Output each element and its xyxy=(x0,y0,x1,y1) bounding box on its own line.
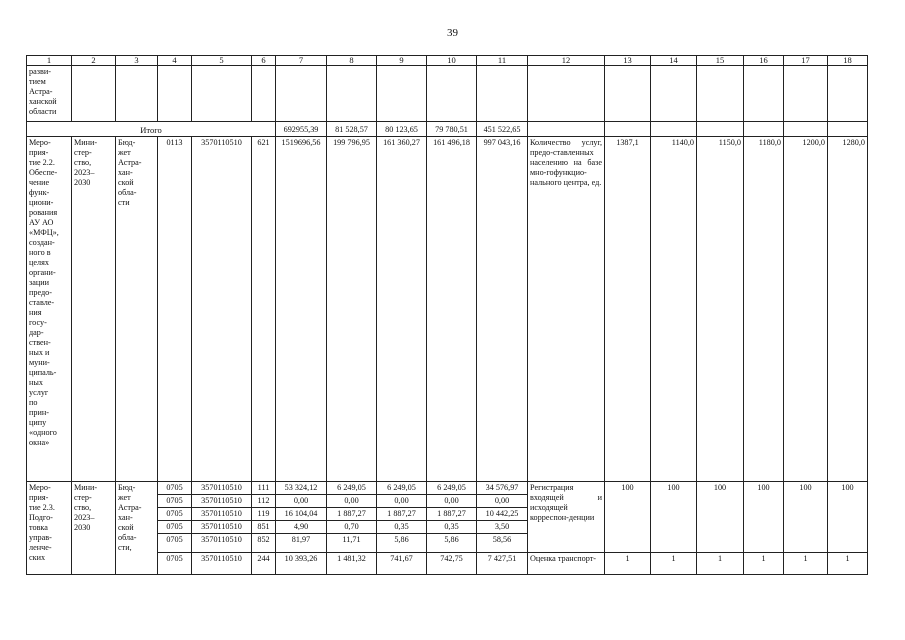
table-cell: 6 249,05 xyxy=(327,482,377,495)
table-cell: 112 xyxy=(252,495,276,508)
measure-2-3-source: Бюд- жет Астра- хан- ской обла- сти, xyxy=(116,482,158,575)
table-cell: 0,35 xyxy=(377,521,427,534)
table-cell: 0705 xyxy=(158,495,192,508)
table-cell: 3570110510 xyxy=(192,521,252,534)
table-cell: 100 xyxy=(784,482,828,553)
table-cell: 5,86 xyxy=(427,534,477,553)
table-cell: 34 576,97 xyxy=(477,482,528,495)
measure-2-2-source: Бюд- жет Астра- хан- ской обла- сти xyxy=(116,137,158,482)
total-v10: 79 780,51 xyxy=(427,122,477,137)
col-header: 15 xyxy=(697,56,744,66)
table-cell: 7 427,51 xyxy=(477,553,528,575)
total-label: Итого xyxy=(27,122,276,137)
col-header: 5 xyxy=(192,56,252,66)
table-cell: 852 xyxy=(252,534,276,553)
table-cell: 1 887,27 xyxy=(427,508,477,521)
measure-2-2-c17: 1200,0 xyxy=(784,137,828,482)
table-cell: 0,35 xyxy=(427,521,477,534)
col-header: 16 xyxy=(744,56,784,66)
table-cell: 0705 xyxy=(158,534,192,553)
table-cell: 16 104,04 xyxy=(276,508,327,521)
col-header: 11 xyxy=(477,56,528,66)
table-cell: 0,00 xyxy=(377,495,427,508)
table-cell: 1 xyxy=(697,553,744,575)
measure-2-2-c11: 997 043,16 xyxy=(477,137,528,482)
measure-2-2-c4: 0113 xyxy=(158,137,192,482)
table-cell: 0705 xyxy=(158,482,192,495)
col-header: 1 xyxy=(27,56,72,66)
table-cell: 10 442,25 xyxy=(477,508,528,521)
measure-2-2-executor: Мини- стер- ство, 2023– 2030 xyxy=(72,137,116,482)
table-cell: 11,71 xyxy=(327,534,377,553)
table-cell: 10 393,26 xyxy=(276,553,327,575)
table-cell: 100 xyxy=(605,482,651,553)
program-table xyxy=(26,55,868,575)
table-cell: 100 xyxy=(744,482,784,553)
measure-2-2-c13: 1387,1 xyxy=(605,137,651,482)
table-cell: 6 249,05 xyxy=(377,482,427,495)
col-header: 12 xyxy=(528,56,605,66)
table-cell: 3570110510 xyxy=(192,508,252,521)
measure-2-2-c7: 1519696,56 xyxy=(276,137,327,482)
column-number-row xyxy=(27,56,868,66)
table-cell: 3570110510 xyxy=(192,553,252,575)
total-v8: 81 528,57 xyxy=(327,122,377,137)
col-header: 10 xyxy=(427,56,477,66)
col-header: 3 xyxy=(116,56,158,66)
table-cell: 58,56 xyxy=(477,534,528,553)
measure-2-3-row xyxy=(27,482,868,495)
table-cell: 742,75 xyxy=(427,553,477,575)
table-cell: 4,90 xyxy=(276,521,327,534)
table-cell: 1 xyxy=(784,553,828,575)
measure-2-2-c10: 161 496,18 xyxy=(427,137,477,482)
table-cell: 3570110510 xyxy=(192,495,252,508)
table-cell: 5,86 xyxy=(377,534,427,553)
table-cell: 111 xyxy=(252,482,276,495)
col-header: 6 xyxy=(252,56,276,66)
col-header: 14 xyxy=(651,56,697,66)
table-cell: 0,00 xyxy=(276,495,327,508)
table-cell: 1 xyxy=(744,553,784,575)
measure-2-2-c5: 3570110510 xyxy=(192,137,252,482)
measure-2-2-indicator: Количество услуг, предо-ставленных населению на базе мно-гофункцио-нального центра, ед. xyxy=(528,137,605,482)
table-cell: 6 249,05 xyxy=(427,482,477,495)
table-cell: 119 xyxy=(252,508,276,521)
table-cell: 1 xyxy=(651,553,697,575)
table-cell: 3,50 xyxy=(477,521,528,534)
table-cell: 1 xyxy=(605,553,651,575)
measure-2-3-indicator-1: Регистрация входящей и исходящей корреспон-денции xyxy=(528,482,605,553)
table-cell: 100 xyxy=(651,482,697,553)
measure-2-3-title: Меро- прия- тие 2.3. Подго- товка управ- ленче- ских xyxy=(27,482,72,575)
table-cell: 1 887,27 xyxy=(327,508,377,521)
table-cell: 0,00 xyxy=(477,495,528,508)
total-v11: 451 522,65 xyxy=(477,122,528,137)
col-header: 9 xyxy=(377,56,427,66)
table-cell: 244 xyxy=(252,553,276,575)
cont-cell: разви- тием Астра- ханской области xyxy=(27,66,72,122)
measure-2-3-executor: Мини- стер- ство, 2023– 2030 xyxy=(72,482,116,575)
page-number: 39 xyxy=(447,27,458,39)
table-cell: 0,00 xyxy=(427,495,477,508)
measure-2-2-c14: 1140,0 xyxy=(651,137,697,482)
table-cell: 3570110510 xyxy=(192,482,252,495)
measure-2-2-c18: 1280,0 xyxy=(828,137,868,482)
measure-2-2-title: Меро- прия- тие 2.2. Обеспе- чение функ- циони- рования АУ АО «МФЦ», создан- ного в целях органи- зации предо- ставле- ния госу- дар- ствен- ных и муни- ципаль- ных услуг по прин- ципу «одного окна» xyxy=(27,137,72,482)
table-cell: 100 xyxy=(697,482,744,553)
table-cell: 1 xyxy=(828,553,868,575)
table-row xyxy=(27,66,868,122)
measure-2-2-row xyxy=(27,137,868,482)
col-header: 17 xyxy=(784,56,828,66)
table-cell: 1 887,27 xyxy=(377,508,427,521)
total-row xyxy=(27,122,868,137)
total-v7: 692955,39 xyxy=(276,122,327,137)
table-cell: 1 481,32 xyxy=(327,553,377,575)
table-cell: 0705 xyxy=(158,508,192,521)
table-cell: 0,00 xyxy=(327,495,377,508)
table-cell: 53 324,12 xyxy=(276,482,327,495)
col-header: 4 xyxy=(158,56,192,66)
measure-2-2-c6: 621 xyxy=(252,137,276,482)
table-cell: 851 xyxy=(252,521,276,534)
table-cell: 741,67 xyxy=(377,553,427,575)
measure-2-2-c15: 1150,0 xyxy=(697,137,744,482)
table-cell: 0705 xyxy=(158,553,192,575)
col-header: 8 xyxy=(327,56,377,66)
measure-2-2-c9: 161 360,27 xyxy=(377,137,427,482)
col-header: 13 xyxy=(605,56,651,66)
table-cell: 0,70 xyxy=(327,521,377,534)
col-header: 7 xyxy=(276,56,327,66)
measure-2-2-c8: 199 796,95 xyxy=(327,137,377,482)
col-header: 18 xyxy=(828,56,868,66)
table-cell: 0705 xyxy=(158,521,192,534)
table-cell: 3570110510 xyxy=(192,534,252,553)
measure-2-2-c16: 1180,0 xyxy=(744,137,784,482)
measure-2-3-indicator-2: Оценка транспорт- xyxy=(528,553,605,575)
table-cell: 81,97 xyxy=(276,534,327,553)
total-v9: 80 123,65 xyxy=(377,122,427,137)
table-cell: 100 xyxy=(828,482,868,553)
col-header: 2 xyxy=(72,56,116,66)
